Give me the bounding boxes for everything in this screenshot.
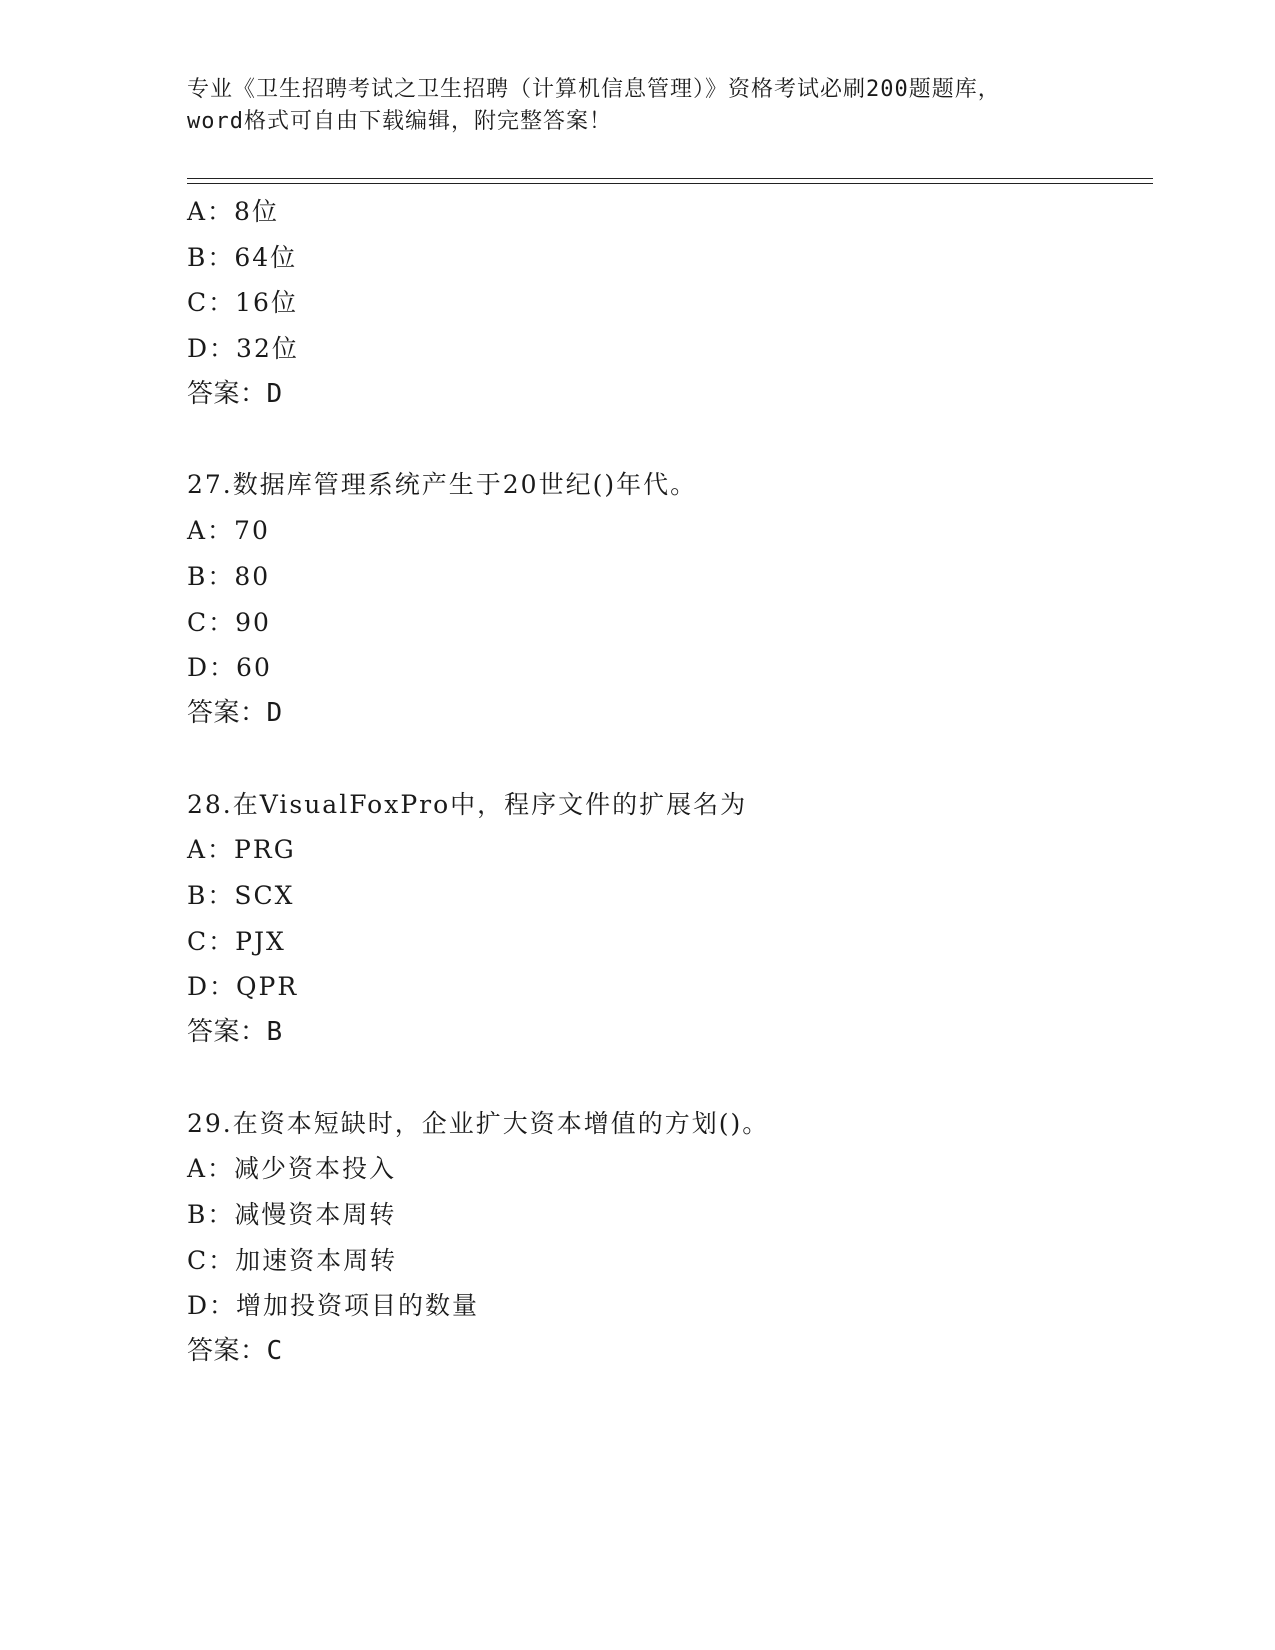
option-b: B：SCX [187, 880, 295, 910]
option-c: C：加速资本周转 [187, 1245, 398, 1275]
option-a: A：70 [187, 516, 270, 546]
answer-line: 答案：D [187, 378, 283, 409]
option-a: A：PRG [187, 835, 296, 865]
question-block-27 [187, 462, 1153, 736]
option-a: A：8位 [187, 197, 279, 226]
option-d: D：QPR [187, 972, 299, 1002]
block-spacer [187, 417, 1153, 462]
question-block-28 [187, 782, 1153, 1056]
document-header [187, 74, 1087, 138]
option-c: C：PJX [187, 926, 286, 956]
option-c: C：90 [187, 607, 271, 637]
question-list [187, 189, 1153, 1375]
option-c: C：16位 [187, 288, 298, 318]
block-spacer [187, 737, 1153, 782]
option-b: B：减慢资本周转 [187, 1200, 397, 1230]
option-d: D：60 [187, 653, 272, 683]
option-b: B：64位 [187, 242, 298, 272]
answer-line: 答案：B [187, 1017, 283, 1047]
question-text: 29.在资本短缺时，企业扩大资本增值的方划()。 [187, 1108, 770, 1138]
question-block-29 [187, 1101, 1153, 1375]
option-a: A：减少资本投入 [187, 1154, 397, 1184]
option-d: D：32位 [187, 334, 299, 364]
option-b: B：80 [187, 561, 271, 591]
header-divider-top [187, 178, 1153, 179]
question-text: 27.数据库管理系统产生于20世纪()年代。 [187, 470, 698, 500]
question-text: 28.在VisualFoxPro中，程序文件的扩展名为 [187, 789, 748, 819]
option-d: D：增加投资项目的数量 [187, 1291, 480, 1321]
header-line-1: 专业《卫生招聘考试之卫生招聘（计算机信息管理）》资格考试必刷200题题库， [187, 77, 1001, 102]
block-spacer [187, 1056, 1153, 1101]
question-block-26 [187, 189, 1153, 417]
header-line-2: word格式可自由下载编辑，附完整答案！ [187, 109, 612, 134]
answer-line: 答案：C [187, 1336, 283, 1367]
answer-line: 答案：D [187, 697, 283, 728]
header-divider-bottom [187, 183, 1153, 184]
